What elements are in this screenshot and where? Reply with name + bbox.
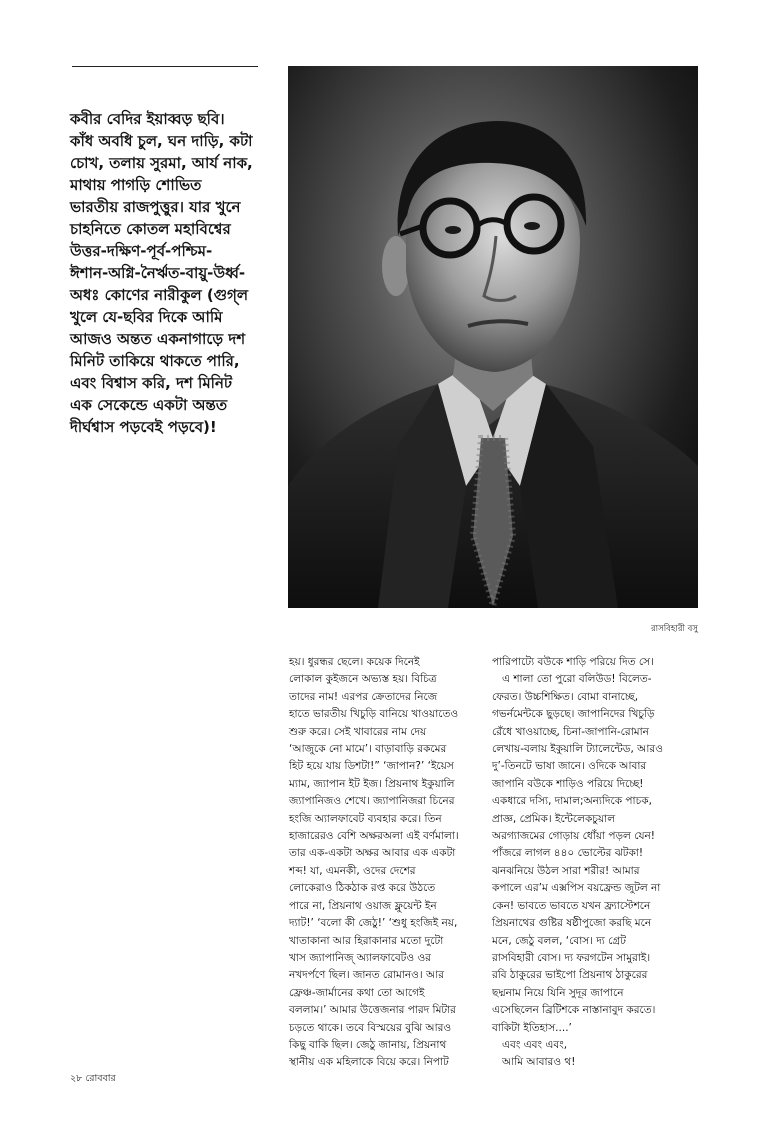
body-line: প্রিয়নাথের গুষ্টির ষষ্ঠীপুজো করছি মনে bbox=[492, 917, 652, 930]
body-line: ‘আজুকে নো মামে’। বাড়াবাড়ি রকমের bbox=[289, 743, 447, 756]
body-line: কিছু বাকি ছিল। জেঠু জানায়, প্রিয়নাথ bbox=[289, 1038, 447, 1051]
body-line: রবি ঠাকুরের ভাইপো প্রিয়নাথ ঠাকুরের bbox=[492, 969, 648, 982]
body-line: খাতাকানা আর হিরাকানার মতো দুটো bbox=[289, 934, 444, 947]
top-rule bbox=[72, 66, 258, 67]
pull-quote-line: অধঃ কোণের নারীকুল (গুগ্‌ল bbox=[70, 286, 249, 304]
body-line: তার এক-একটা অক্ষর আবার এক একটা bbox=[289, 847, 456, 860]
body-line: শব্দ! যা, এমনকী, ওদের দেশের bbox=[289, 864, 416, 877]
body-line: হিট হয়ে যায় ডিশটা!” ‘জাপান?’ ‘ইয়েস bbox=[289, 760, 454, 773]
body-line: গভর্নমেন্টকে ছুড়ছে। জাপানিদের খিচুড়ি bbox=[492, 708, 655, 721]
pull-quote-line: মিনিট তাকিয়ে থাকতে পারি, bbox=[70, 352, 240, 370]
body-line: লোকাল কুইজনে অভ্যস্ত হয়। বিচিত্র bbox=[289, 673, 437, 686]
body-line: শুরু করে। সেই খাবারের নাম দেয় bbox=[289, 725, 427, 738]
body-line: ম্যাম, জ্যাপান ইট ইজ। প্রিয়নাথ ইকুয়ালি bbox=[289, 777, 455, 790]
body-line: আমি আবারও থ! bbox=[502, 1056, 576, 1069]
body-line: রাসবিহারী বোস। দ্য ফরগটেন সামুরাই। bbox=[492, 951, 651, 964]
body-line: জ্যাপানিজও শেখে। জ্যাপানিজরা চিনের bbox=[289, 795, 455, 808]
body-line: স্থানীয় এক মহিলাকে বিয়ে করে। নিপাট bbox=[289, 1056, 449, 1069]
pull-quote-line: কবীর বেদির ইয়াব্বড় ছবি। bbox=[70, 110, 225, 128]
body-line: হয়। ধুরন্ধর ছেলে। কয়েক দিনেই bbox=[289, 656, 420, 668]
body-line: একধারে দস্যি, দামাল;অন্যদিকে পাচক, bbox=[492, 795, 652, 808]
body-line: পারে না, প্রিয়নাথ ওয়াজ ফ্লুয়েন্ট ইন bbox=[289, 899, 437, 912]
body-line: হাতে ভারতীয় খিচুড়ি বানিয়ে খাওয়াতেও bbox=[289, 708, 459, 721]
body-line: পারিপাট্যে বউকে শাড়ি পরিয়ে দিত সে। bbox=[492, 656, 654, 668]
body-line: দ্যাট!’ ‘বলো কী জেঠু!’ ‘শুধু হংজিই নয়, bbox=[289, 917, 458, 930]
body-line: তাদের নাম! এরপর ক্রেতাদের নিজে bbox=[289, 690, 438, 703]
body-line: চড়তে থাকে। তবে বিস্ময়ের বুঝি আরও bbox=[289, 1021, 452, 1034]
pull-quote-line: মাথায় পাগড়ি শোভিত bbox=[70, 176, 202, 194]
body-line: হংজি অ্যালফাবেট ব্যবহার করে। তিন bbox=[289, 812, 442, 825]
pull-quote bbox=[70, 108, 270, 438]
body-line: এ শালা তো পুরো বলিউড! বিলেত- bbox=[502, 673, 652, 686]
body-line: নখদর্পণে ছিল। জানত রোমানও। আর bbox=[289, 969, 444, 982]
pull-quote-line: এবং বিশ্বাস করি, দশ মিনিট bbox=[70, 374, 233, 392]
photo-caption: রাসবিহারী বসু bbox=[650, 624, 698, 634]
page-folio: ২৮ রোববার bbox=[70, 1073, 116, 1084]
body-line: ঝনঝনিয়ে উঠল সারা শরীর! আমার bbox=[492, 864, 640, 877]
body-line: প্রাজ্ঞ, প্রেমিক। ইন্টেলেকচুয়াল bbox=[492, 812, 616, 825]
pull-quote-line: ঈশান-অগ্নি-নৈর্ঋত-বায়ু-উর্ধ্ব- bbox=[70, 264, 246, 282]
portrait-illustration bbox=[288, 66, 698, 608]
body-line: ফ্রেঞ্চ-জার্মানের কথা তো আগেই bbox=[289, 986, 425, 999]
body-line: বাকিটা ইতিহাস....’ bbox=[492, 1021, 572, 1034]
body-line: লেখায়-বলায় ইকুয়ালি ট্যালেন্টেড, আরও bbox=[492, 743, 663, 756]
pull-quote-line: চাহনিতে কোতল মহাবিশ্বের bbox=[70, 220, 231, 238]
portrait-photo bbox=[288, 66, 698, 608]
pull-quote-line: উত্তর-দক্ষিণ-পূর্ব-পশ্চিম- bbox=[70, 242, 213, 260]
body-line: কপালে এর’ম এক্সপিস বয়ফ্রেন্ড জুটল না bbox=[492, 882, 661, 895]
body-line: দু’-তিনটে ভাষা জানে। ওদিকে আবার bbox=[492, 760, 647, 773]
pull-quote-line: চোখ, তলায় সুরমা, আর্য নাক, bbox=[70, 154, 253, 172]
body-line: জাপানি বউকে শাড়িও পরিয়ে দিচ্ছে! bbox=[492, 777, 644, 790]
pull-quote-line: কাঁধ অবধি চুল, ঘন দাড়ি, কটা bbox=[70, 132, 253, 150]
pull-quote-line: দীর্ঘশ্বাস পড়বেই পড়বে)! bbox=[70, 418, 217, 436]
body-line: এবং এবং এবং, bbox=[502, 1038, 568, 1051]
body-line: ফেরত। উচ্চশিক্ষিত। বোমা বানাচ্ছে, bbox=[492, 690, 639, 703]
body-line: অরগ্যাজমের গোড়ায় ধোঁয়া পড়ল যেন! bbox=[492, 830, 655, 843]
body-line: মনে, জেঠু বলল, ‘বোস। দ্য গ্রেট bbox=[492, 934, 627, 947]
body-line: বললাম।’ আমার উত্তেজনার পারদ মিটার bbox=[289, 1004, 456, 1017]
pull-quote-line: এক সেকেন্ডে একটা অন্তত bbox=[70, 396, 228, 414]
body-column-1 bbox=[289, 654, 494, 1072]
body-column-2 bbox=[492, 654, 697, 1072]
body-line: এসেছিলেন ব্রিটিশকে নাস্তানাবুদ করতে। bbox=[492, 1004, 656, 1017]
pull-quote-line: খুলে যে-ছবির দিকে আমি bbox=[70, 308, 223, 326]
body-line: কেন! ভাবতে ভাবতে যখন ফ্র্যাস্টেশনে bbox=[492, 899, 651, 912]
pull-quote-line: ভারতীয় রাজপুত্তুর। যার খুনে bbox=[70, 198, 241, 216]
body-line: ছদ্মনাম নিয়ে যিনি সুদূর জাপানে bbox=[492, 986, 624, 999]
body-line: রেঁধে খাওয়াচ্ছে, চিনা-জাপানি-রোমান bbox=[492, 725, 649, 738]
body-line: পাঁজরে লাগল ৪৪০ ভোল্টের ঝটকা! bbox=[492, 847, 644, 860]
pull-quote-line: আজও অন্তত একনাগাড়ে দশ bbox=[70, 330, 246, 348]
body-line: খাস জ্যাপানিজ্‌ অ্যালফাবেটও ওর bbox=[289, 951, 431, 964]
body-line: লোকেরাও ঠিকঠাক রপ্ত করে উঠতে bbox=[289, 882, 436, 895]
body-line: হাজারেরও বেশি অক্ষরঅলা এই বর্ণমালা। bbox=[289, 830, 459, 843]
